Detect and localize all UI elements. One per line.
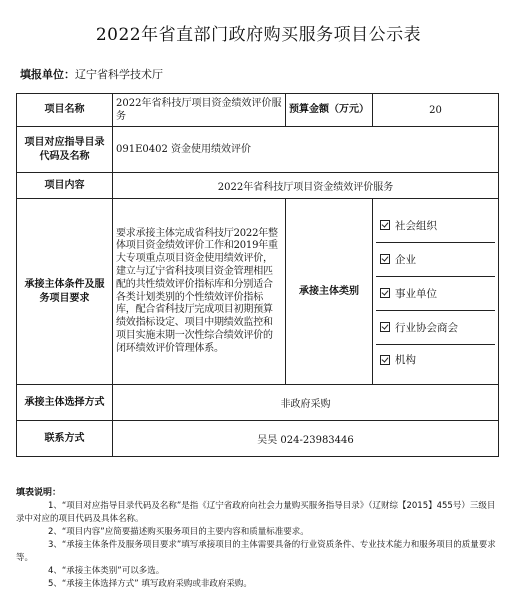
checked-box-icon [380, 288, 390, 298]
requirements-label: 承接主体条件及服务项目要求 [17, 199, 113, 385]
catalog-value: 091E0402 资金使用绩效评价 [113, 127, 499, 173]
note-item: 2、“项目内容”应简要描述购买服务项目的主要内容和质量标准要求。 [48, 527, 309, 537]
project-name-value: 2022年省科技厅项目资金绩效评价服务 [113, 94, 286, 127]
contact-label: 联系方式 [17, 421, 113, 457]
checked-box-icon [380, 355, 390, 365]
category-option-label: 机构 [395, 354, 416, 366]
row-requirements [17, 199, 499, 385]
category-option[interactable] [376, 345, 495, 375]
page-title: 2022年省直部门政府购买服务项目公示表 [95, 25, 422, 45]
content-value: 2022年省科技厅项目资金绩效评价服务 [113, 173, 499, 199]
row-selection [17, 385, 499, 421]
category-label: 承接主体类别 [286, 199, 373, 385]
selection-label: 承接主体选择方式 [17, 385, 113, 421]
requirements-text: 要求承接主体完成省科技厅2022年整体项目资金绩效评价工作和2019年重大专项重点项目资金使用绩效评价，建立与辽宁省科技项目资金管理相匹配的共性绩效评价指标库和分别适合各类计划类别的个性绩效评价指标库，配合省科技厅完成项目初期预算绩效指标设定、项目中期绩效监控和项目实施末期一次性综合绩效评价的闭环绩效评价管理体系。 [113, 199, 286, 385]
category-option[interactable] [376, 209, 495, 243]
row-project-name [17, 94, 499, 127]
note-item: 4、“承接主体类别”可以多选。 [48, 566, 165, 576]
checked-box-icon [380, 322, 390, 332]
row-content [17, 173, 499, 199]
publicity-table [16, 93, 499, 457]
project-name-label: 项目名称 [17, 94, 113, 127]
catalog-label: 项目对应指导目录代码及名称 [17, 127, 113, 173]
category-option[interactable] [376, 311, 495, 345]
checked-box-icon [380, 254, 390, 264]
notes-heading: 填表说明： [16, 488, 62, 498]
fill-unit-value: 辽宁省科学技术厅 [75, 68, 163, 81]
category-options [373, 199, 499, 385]
note-item: 3、“承接主体条件及服务项目要求”填写承接项目的主体需要具备的行业资质条件、专业技术能力和服务项目的质量要求等。 [16, 540, 496, 563]
fill-unit [20, 66, 163, 82]
budget-label: 预算金额（万元） [286, 94, 373, 127]
contact-value: 吴昊 024-23983446 [113, 421, 499, 457]
note-item: 5、“承接主体选择方式” 填写政府采购或非政府采购。 [48, 579, 252, 589]
checked-box-icon [380, 220, 390, 230]
row-catalog [17, 127, 499, 173]
note-item: 1、“项目对应指导目录代码及名称”是指《辽宁省政府向社会力量购买服务指导目录》（辽财综【2015】455号）三级目录中对应的项目代码及具体名称。 [16, 501, 496, 524]
fill-unit-label: 填报单位： [20, 68, 75, 81]
content-label: 项目内容 [17, 173, 113, 199]
fill-notes [16, 487, 498, 591]
budget-value: 20 [373, 94, 499, 127]
selection-value: 非政府采购 [113, 385, 499, 421]
category-option-label: 事业单位 [395, 287, 437, 300]
row-contact [17, 421, 499, 457]
category-option-label: 企业 [395, 253, 416, 266]
category-option-label: 社会组织 [395, 219, 437, 232]
category-option-label: 行业协会商会 [395, 321, 458, 334]
category-option[interactable] [376, 243, 495, 277]
category-option[interactable] [376, 277, 495, 311]
